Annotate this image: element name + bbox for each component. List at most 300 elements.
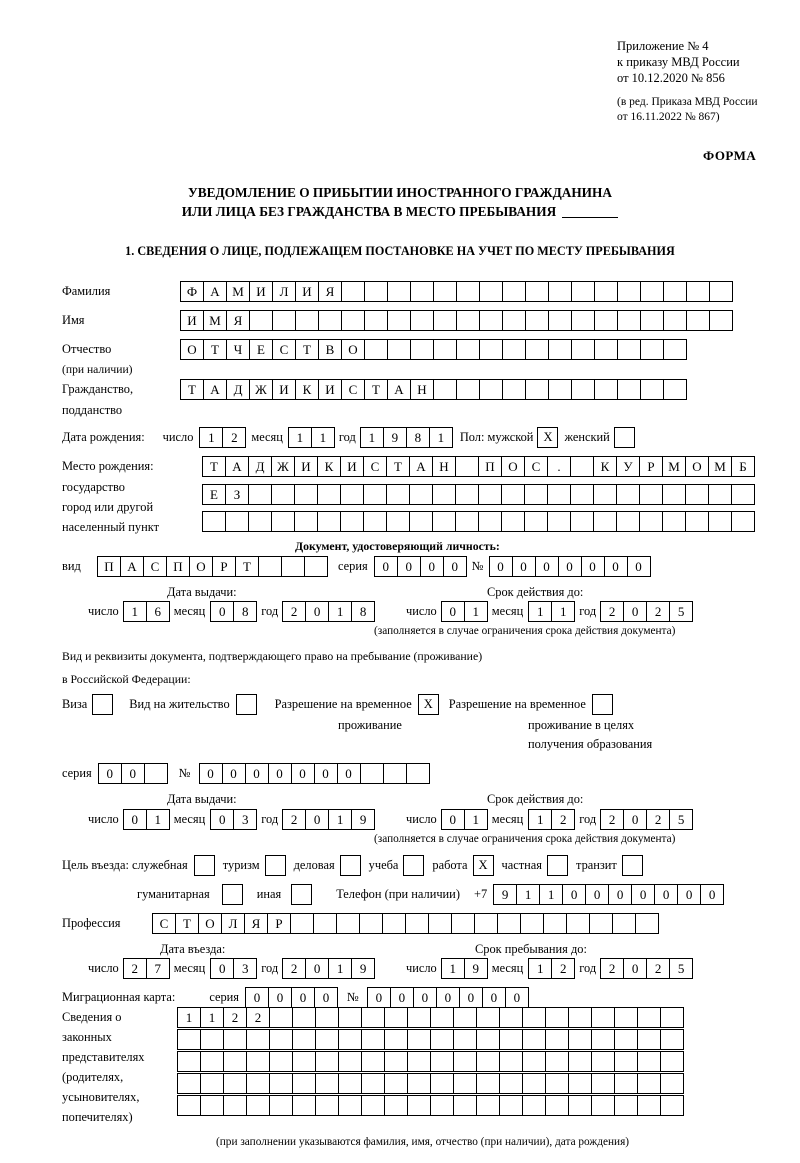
char-cell[interactable] bbox=[635, 913, 659, 934]
char-cell[interactable]: 1 bbox=[199, 427, 223, 448]
char-cell[interactable] bbox=[177, 1029, 201, 1050]
char-cell[interactable]: С bbox=[152, 913, 176, 934]
char-cell[interactable]: У bbox=[616, 456, 640, 477]
char-cell[interactable]: Н bbox=[432, 456, 456, 477]
char-cell[interactable] bbox=[617, 310, 641, 331]
issue-year-cells[interactable] bbox=[282, 601, 374, 622]
char-cell[interactable] bbox=[407, 1029, 431, 1050]
char-cell[interactable] bbox=[637, 1029, 661, 1050]
char-cell[interactable]: В bbox=[318, 339, 342, 360]
char-cell[interactable]: 0 bbox=[305, 601, 329, 622]
char-cell[interactable]: 0 bbox=[305, 809, 329, 830]
char-cell[interactable] bbox=[258, 556, 282, 577]
char-cell[interactable]: 0 bbox=[123, 809, 147, 830]
char-cell[interactable]: 2 bbox=[223, 1007, 247, 1028]
char-cell[interactable] bbox=[614, 1051, 638, 1072]
char-cell[interactable]: К bbox=[295, 379, 319, 400]
doc-number-cells[interactable] bbox=[489, 556, 650, 577]
char-cell[interactable]: 0 bbox=[98, 763, 122, 784]
char-cell[interactable] bbox=[317, 511, 341, 532]
char-cell[interactable]: 0 bbox=[441, 601, 465, 622]
char-cell[interactable] bbox=[387, 281, 411, 302]
char-cell[interactable] bbox=[246, 1029, 270, 1050]
stay-valid-year-cells[interactable] bbox=[600, 809, 692, 830]
char-cell[interactable] bbox=[525, 339, 549, 360]
char-cell[interactable]: П bbox=[97, 556, 121, 577]
char-cell[interactable] bbox=[568, 1007, 592, 1028]
valid-year-cells[interactable] bbox=[600, 601, 692, 622]
char-cell[interactable] bbox=[177, 1051, 201, 1072]
char-cell[interactable]: 0 bbox=[558, 556, 582, 577]
issue-month-cells[interactable] bbox=[210, 601, 256, 622]
char-cell[interactable] bbox=[304, 556, 328, 577]
char-cell[interactable] bbox=[479, 379, 503, 400]
char-cell[interactable]: 0 bbox=[489, 556, 513, 577]
char-cell[interactable] bbox=[545, 1007, 569, 1028]
char-cell[interactable]: 0 bbox=[604, 556, 628, 577]
char-cell[interactable] bbox=[294, 511, 318, 532]
legal-rep-cells-3[interactable] bbox=[177, 1051, 683, 1072]
char-cell[interactable] bbox=[360, 763, 384, 784]
char-cell[interactable] bbox=[363, 484, 387, 505]
char-cell[interactable] bbox=[731, 484, 755, 505]
char-cell[interactable] bbox=[568, 1051, 592, 1072]
char-cell[interactable] bbox=[639, 511, 663, 532]
valid-month-cells[interactable] bbox=[528, 601, 574, 622]
char-cell[interactable]: С bbox=[272, 339, 296, 360]
char-cell[interactable] bbox=[660, 1029, 684, 1050]
char-cell[interactable]: 1 bbox=[528, 958, 552, 979]
char-cell[interactable] bbox=[476, 1029, 500, 1050]
char-cell[interactable] bbox=[430, 1051, 454, 1072]
char-cell[interactable] bbox=[410, 339, 434, 360]
char-cell[interactable]: А bbox=[409, 456, 433, 477]
char-cell[interactable]: Р bbox=[267, 913, 291, 934]
char-cell[interactable]: 2 bbox=[646, 809, 670, 830]
char-cell[interactable] bbox=[547, 484, 571, 505]
char-cell[interactable] bbox=[660, 1007, 684, 1028]
char-cell[interactable] bbox=[361, 1073, 385, 1094]
char-cell[interactable] bbox=[271, 511, 295, 532]
char-cell[interactable] bbox=[407, 1095, 431, 1116]
stay-series-cells[interactable] bbox=[98, 763, 167, 784]
char-cell[interactable]: Д bbox=[226, 379, 250, 400]
char-cell[interactable]: П bbox=[478, 456, 502, 477]
char-cell[interactable] bbox=[637, 1073, 661, 1094]
char-cell[interactable] bbox=[522, 1029, 546, 1050]
char-cell[interactable] bbox=[547, 511, 571, 532]
char-cell[interactable] bbox=[432, 484, 456, 505]
char-cell[interactable] bbox=[281, 556, 305, 577]
char-cell[interactable]: И bbox=[272, 379, 296, 400]
stay-until-year-cells[interactable] bbox=[600, 958, 692, 979]
char-cell[interactable]: Е bbox=[249, 339, 273, 360]
char-cell[interactable] bbox=[249, 310, 273, 331]
char-cell[interactable] bbox=[456, 310, 480, 331]
char-cell[interactable]: Р bbox=[639, 456, 663, 477]
char-cell[interactable] bbox=[387, 339, 411, 360]
char-cell[interactable]: И bbox=[318, 379, 342, 400]
char-cell[interactable]: Я bbox=[244, 913, 268, 934]
char-cell[interactable] bbox=[315, 1095, 339, 1116]
purpose-checkbox-turizm[interactable] bbox=[265, 855, 286, 876]
char-cell[interactable] bbox=[499, 1007, 523, 1028]
purpose-checkbox-sluzhebnaya[interactable] bbox=[194, 855, 215, 876]
char-cell[interactable]: 2 bbox=[282, 958, 306, 979]
char-cell[interactable] bbox=[269, 1007, 293, 1028]
char-cell[interactable]: 0 bbox=[608, 884, 632, 905]
char-cell[interactable] bbox=[524, 484, 548, 505]
char-cell[interactable]: М bbox=[203, 310, 227, 331]
char-cell[interactable] bbox=[456, 281, 480, 302]
char-cell[interactable]: 7 bbox=[146, 958, 170, 979]
temp-res-checkbox[interactable]: X bbox=[418, 694, 439, 715]
char-cell[interactable]: З bbox=[225, 484, 249, 505]
char-cell[interactable]: 2 bbox=[600, 809, 624, 830]
char-cell[interactable] bbox=[476, 1095, 500, 1116]
sex-female-checkbox[interactable] bbox=[614, 427, 635, 448]
legal-rep-cells-4[interactable] bbox=[177, 1073, 683, 1094]
char-cell[interactable] bbox=[430, 1007, 454, 1028]
char-cell[interactable] bbox=[685, 484, 709, 505]
char-cell[interactable]: 9 bbox=[351, 958, 375, 979]
char-cell[interactable] bbox=[248, 511, 272, 532]
char-cell[interactable] bbox=[594, 339, 618, 360]
char-cell[interactable] bbox=[479, 281, 503, 302]
char-cell[interactable] bbox=[456, 379, 480, 400]
char-cell[interactable] bbox=[453, 1007, 477, 1028]
char-cell[interactable] bbox=[317, 484, 341, 505]
char-cell[interactable] bbox=[660, 1073, 684, 1094]
char-cell[interactable] bbox=[637, 1095, 661, 1116]
char-cell[interactable] bbox=[338, 1095, 362, 1116]
char-cell[interactable] bbox=[594, 281, 618, 302]
char-cell[interactable] bbox=[384, 1073, 408, 1094]
char-cell[interactable] bbox=[663, 379, 687, 400]
char-cell[interactable]: О bbox=[189, 556, 213, 577]
char-cell[interactable]: Ж bbox=[271, 456, 295, 477]
char-cell[interactable] bbox=[499, 1029, 523, 1050]
char-cell[interactable] bbox=[499, 1051, 523, 1072]
char-cell[interactable]: Т bbox=[203, 339, 227, 360]
char-cell[interactable] bbox=[548, 310, 572, 331]
char-cell[interactable] bbox=[313, 913, 337, 934]
char-cell[interactable] bbox=[248, 484, 272, 505]
char-cell[interactable]: 1 bbox=[200, 1007, 224, 1028]
char-cell[interactable]: И bbox=[295, 281, 319, 302]
char-cell[interactable]: О bbox=[198, 913, 222, 934]
stay-until-day-cells[interactable] bbox=[441, 958, 487, 979]
char-cell[interactable] bbox=[364, 339, 388, 360]
char-cell[interactable] bbox=[455, 456, 479, 477]
purpose-checkbox-delovaya[interactable] bbox=[340, 855, 361, 876]
stay-issue-year-cells[interactable] bbox=[282, 809, 374, 830]
char-cell[interactable] bbox=[318, 310, 342, 331]
char-cell[interactable] bbox=[660, 1051, 684, 1072]
char-cell[interactable] bbox=[614, 1007, 638, 1028]
purpose-checkbox-inaya[interactable] bbox=[291, 884, 312, 905]
char-cell[interactable]: А bbox=[120, 556, 144, 577]
entry-day-cells[interactable] bbox=[123, 958, 169, 979]
char-cell[interactable]: 0 bbox=[700, 884, 724, 905]
char-cell[interactable]: И bbox=[294, 456, 318, 477]
char-cell[interactable] bbox=[430, 1073, 454, 1094]
char-cell[interactable] bbox=[476, 1073, 500, 1094]
char-cell[interactable]: М bbox=[662, 456, 686, 477]
char-cell[interactable] bbox=[361, 1051, 385, 1072]
birthplace-row1-cells[interactable] bbox=[202, 456, 754, 477]
char-cell[interactable] bbox=[428, 913, 452, 934]
char-cell[interactable]: 0 bbox=[367, 987, 391, 1008]
char-cell[interactable]: 9 bbox=[464, 958, 488, 979]
char-cell[interactable]: 1 bbox=[464, 809, 488, 830]
char-cell[interactable]: 0 bbox=[631, 884, 655, 905]
char-cell[interactable]: С bbox=[363, 456, 387, 477]
issue-day-cells[interactable] bbox=[123, 601, 169, 622]
char-cell[interactable]: 3 bbox=[233, 809, 257, 830]
char-cell[interactable] bbox=[614, 1029, 638, 1050]
char-cell[interactable]: 0 bbox=[512, 556, 536, 577]
char-cell[interactable] bbox=[225, 511, 249, 532]
char-cell[interactable]: 0 bbox=[291, 987, 315, 1008]
char-cell[interactable] bbox=[593, 484, 617, 505]
char-cell[interactable]: 1 bbox=[528, 601, 552, 622]
char-cell[interactable] bbox=[522, 1073, 546, 1094]
char-cell[interactable]: 0 bbox=[222, 763, 246, 784]
char-cell[interactable]: 0 bbox=[210, 958, 234, 979]
purpose-checkbox-ucheba[interactable] bbox=[403, 855, 424, 876]
char-cell[interactable]: 0 bbox=[441, 809, 465, 830]
char-cell[interactable] bbox=[499, 1073, 523, 1094]
char-cell[interactable] bbox=[501, 511, 525, 532]
char-cell[interactable] bbox=[315, 1051, 339, 1072]
char-cell[interactable]: 0 bbox=[535, 556, 559, 577]
char-cell[interactable]: 0 bbox=[482, 987, 506, 1008]
entry-year-cells[interactable] bbox=[282, 958, 374, 979]
char-cell[interactable] bbox=[663, 339, 687, 360]
char-cell[interactable] bbox=[430, 1029, 454, 1050]
char-cell[interactable]: 0 bbox=[677, 884, 701, 905]
char-cell[interactable] bbox=[410, 281, 434, 302]
char-cell[interactable]: П bbox=[166, 556, 190, 577]
char-cell[interactable]: 0 bbox=[268, 763, 292, 784]
char-cell[interactable] bbox=[525, 310, 549, 331]
char-cell[interactable] bbox=[361, 1095, 385, 1116]
char-cell[interactable] bbox=[709, 281, 733, 302]
char-cell[interactable]: И bbox=[249, 281, 273, 302]
char-cell[interactable] bbox=[731, 511, 755, 532]
char-cell[interactable]: Р bbox=[212, 556, 236, 577]
char-cell[interactable] bbox=[502, 339, 526, 360]
char-cell[interactable] bbox=[571, 310, 595, 331]
entry-month-cells[interactable] bbox=[210, 958, 256, 979]
char-cell[interactable]: 9 bbox=[493, 884, 517, 905]
birth-month-cells[interactable] bbox=[288, 427, 334, 448]
char-cell[interactable] bbox=[456, 339, 480, 360]
char-cell[interactable]: 1 bbox=[123, 601, 147, 622]
char-cell[interactable]: 0 bbox=[314, 763, 338, 784]
char-cell[interactable] bbox=[591, 1029, 615, 1050]
char-cell[interactable] bbox=[336, 913, 360, 934]
char-cell[interactable] bbox=[407, 1051, 431, 1072]
char-cell[interactable] bbox=[570, 456, 594, 477]
char-cell[interactable] bbox=[272, 310, 296, 331]
char-cell[interactable]: С bbox=[524, 456, 548, 477]
char-cell[interactable] bbox=[478, 511, 502, 532]
char-cell[interactable] bbox=[685, 511, 709, 532]
char-cell[interactable] bbox=[292, 1051, 316, 1072]
stay-number-cells[interactable] bbox=[199, 763, 429, 784]
purpose-checkbox-chastnaya[interactable] bbox=[547, 855, 568, 876]
char-cell[interactable]: 0 bbox=[121, 763, 145, 784]
char-cell[interactable]: Ж bbox=[249, 379, 273, 400]
migration-series-cells[interactable] bbox=[245, 987, 337, 1008]
doc-series-cells[interactable] bbox=[374, 556, 466, 577]
char-cell[interactable] bbox=[177, 1073, 201, 1094]
char-cell[interactable]: 1 bbox=[464, 601, 488, 622]
char-cell[interactable] bbox=[144, 763, 168, 784]
char-cell[interactable]: Т bbox=[386, 456, 410, 477]
char-cell[interactable] bbox=[570, 511, 594, 532]
char-cell[interactable] bbox=[640, 379, 664, 400]
stay-valid-month-cells[interactable] bbox=[528, 809, 574, 830]
char-cell[interactable]: 9 bbox=[351, 809, 375, 830]
char-cell[interactable]: 1 bbox=[551, 601, 575, 622]
char-cell[interactable] bbox=[246, 1073, 270, 1094]
stay-issue-day-cells[interactable] bbox=[123, 809, 169, 830]
char-cell[interactable]: 0 bbox=[623, 809, 647, 830]
char-cell[interactable]: 6 bbox=[146, 601, 170, 622]
char-cell[interactable] bbox=[430, 1095, 454, 1116]
char-cell[interactable] bbox=[294, 484, 318, 505]
char-cell[interactable]: 0 bbox=[199, 763, 223, 784]
char-cell[interactable]: 1 bbox=[429, 427, 453, 448]
char-cell[interactable] bbox=[451, 913, 475, 934]
char-cell[interactable]: Н bbox=[410, 379, 434, 400]
char-cell[interactable] bbox=[593, 511, 617, 532]
char-cell[interactable] bbox=[566, 913, 590, 934]
char-cell[interactable]: Т bbox=[180, 379, 204, 400]
char-cell[interactable]: 0 bbox=[623, 601, 647, 622]
patronymic-cells[interactable] bbox=[180, 339, 686, 360]
char-cell[interactable]: 1 bbox=[177, 1007, 201, 1028]
char-cell[interactable] bbox=[432, 511, 456, 532]
visa-checkbox[interactable] bbox=[92, 694, 113, 715]
char-cell[interactable] bbox=[662, 484, 686, 505]
char-cell[interactable] bbox=[570, 484, 594, 505]
char-cell[interactable] bbox=[269, 1095, 293, 1116]
char-cell[interactable] bbox=[617, 339, 641, 360]
char-cell[interactable] bbox=[433, 281, 457, 302]
char-cell[interactable] bbox=[501, 484, 525, 505]
char-cell[interactable] bbox=[476, 1007, 500, 1028]
birth-day-cells[interactable] bbox=[199, 427, 245, 448]
char-cell[interactable]: 2 bbox=[600, 601, 624, 622]
char-cell[interactable]: 2 bbox=[646, 958, 670, 979]
char-cell[interactable] bbox=[502, 281, 526, 302]
char-cell[interactable]: 0 bbox=[305, 958, 329, 979]
char-cell[interactable] bbox=[476, 1051, 500, 1072]
char-cell[interactable] bbox=[223, 1051, 247, 1072]
char-cell[interactable]: 5 bbox=[669, 601, 693, 622]
char-cell[interactable] bbox=[571, 339, 595, 360]
char-cell[interactable]: Ф bbox=[180, 281, 204, 302]
char-cell[interactable] bbox=[708, 484, 732, 505]
char-cell[interactable] bbox=[200, 1029, 224, 1050]
char-cell[interactable]: 0 bbox=[505, 987, 529, 1008]
char-cell[interactable] bbox=[246, 1051, 270, 1072]
char-cell[interactable]: Л bbox=[221, 913, 245, 934]
char-cell[interactable]: 0 bbox=[562, 884, 586, 905]
char-cell[interactable]: 1 bbox=[539, 884, 563, 905]
char-cell[interactable]: И bbox=[180, 310, 204, 331]
char-cell[interactable]: Т bbox=[235, 556, 259, 577]
char-cell[interactable]: 1 bbox=[360, 427, 384, 448]
char-cell[interactable] bbox=[386, 484, 410, 505]
char-cell[interactable]: И bbox=[340, 456, 364, 477]
char-cell[interactable] bbox=[292, 1029, 316, 1050]
birth-year-cells[interactable] bbox=[360, 427, 452, 448]
char-cell[interactable] bbox=[433, 379, 457, 400]
char-cell[interactable] bbox=[177, 1095, 201, 1116]
residence-checkbox[interactable] bbox=[236, 694, 257, 715]
char-cell[interactable]: 2 bbox=[246, 1007, 270, 1028]
char-cell[interactable] bbox=[502, 310, 526, 331]
char-cell[interactable] bbox=[522, 1095, 546, 1116]
char-cell[interactable]: 2 bbox=[123, 958, 147, 979]
char-cell[interactable] bbox=[637, 1007, 661, 1028]
char-cell[interactable] bbox=[384, 1007, 408, 1028]
char-cell[interactable]: 2 bbox=[600, 958, 624, 979]
char-cell[interactable]: 0 bbox=[314, 987, 338, 1008]
char-cell[interactable] bbox=[364, 310, 388, 331]
char-cell[interactable]: 0 bbox=[245, 763, 269, 784]
char-cell[interactable]: 0 bbox=[397, 556, 421, 577]
char-cell[interactable]: С bbox=[143, 556, 167, 577]
char-cell[interactable] bbox=[709, 310, 733, 331]
char-cell[interactable] bbox=[455, 484, 479, 505]
char-cell[interactable]: 0 bbox=[581, 556, 605, 577]
char-cell[interactable] bbox=[407, 1007, 431, 1028]
char-cell[interactable] bbox=[409, 484, 433, 505]
char-cell[interactable] bbox=[686, 310, 710, 331]
char-cell[interactable]: 2 bbox=[551, 809, 575, 830]
legal-rep-cells-2[interactable] bbox=[177, 1029, 683, 1050]
char-cell[interactable]: Т bbox=[175, 913, 199, 934]
stay-until-month-cells[interactable] bbox=[528, 958, 574, 979]
char-cell[interactable] bbox=[524, 511, 548, 532]
char-cell[interactable] bbox=[548, 281, 572, 302]
char-cell[interactable] bbox=[271, 484, 295, 505]
char-cell[interactable] bbox=[359, 913, 383, 934]
char-cell[interactable] bbox=[338, 1007, 362, 1028]
legal-rep-cells-5[interactable] bbox=[177, 1095, 683, 1116]
char-cell[interactable] bbox=[340, 511, 364, 532]
char-cell[interactable]: Т bbox=[364, 379, 388, 400]
char-cell[interactable]: А bbox=[225, 456, 249, 477]
char-cell[interactable] bbox=[568, 1073, 592, 1094]
char-cell[interactable]: 0 bbox=[291, 763, 315, 784]
char-cell[interactable] bbox=[361, 1007, 385, 1028]
char-cell[interactable]: 0 bbox=[654, 884, 678, 905]
char-cell[interactable]: 0 bbox=[627, 556, 651, 577]
char-cell[interactable] bbox=[338, 1029, 362, 1050]
char-cell[interactable] bbox=[246, 1095, 270, 1116]
char-cell[interactable] bbox=[453, 1095, 477, 1116]
char-cell[interactable]: 0 bbox=[210, 809, 234, 830]
char-cell[interactable] bbox=[453, 1051, 477, 1072]
char-cell[interactable] bbox=[453, 1073, 477, 1094]
